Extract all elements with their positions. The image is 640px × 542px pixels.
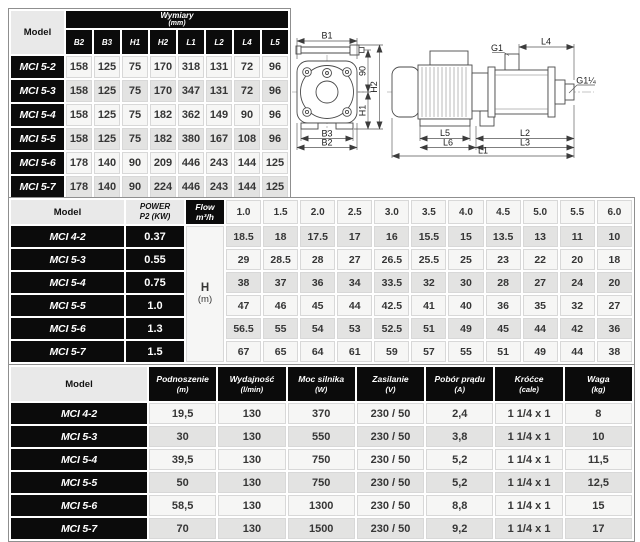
head-value-cell: 49 bbox=[447, 317, 484, 340]
flow-column-header-5.5: 5.5 bbox=[559, 199, 596, 225]
head-value-cell: 41 bbox=[410, 294, 447, 317]
power-value-cell: 0.75 bbox=[125, 271, 185, 294]
head-value-cell: 32 bbox=[410, 271, 447, 294]
model-cell: MCI 5-6 bbox=[10, 494, 148, 517]
spec-column-label: Podnoszenie bbox=[156, 373, 209, 384]
dimension-value-cell: 96 bbox=[261, 79, 289, 103]
pump-technical-drawing bbox=[292, 10, 640, 196]
head-value-cell: 27 bbox=[596, 294, 633, 317]
spec-value-cell: 8,8 bbox=[425, 494, 494, 517]
dims-row bbox=[10, 151, 289, 175]
flow-column-header-1.5: 1.5 bbox=[262, 199, 299, 225]
flow-column-header-4.5: 4.5 bbox=[485, 199, 522, 225]
dimension-value-cell: 131 bbox=[205, 55, 233, 79]
head-value-cell: 51 bbox=[485, 340, 522, 363]
column-header-wydajność bbox=[217, 366, 286, 402]
flow-header-row bbox=[10, 199, 633, 225]
head-value-cell: 36 bbox=[596, 317, 633, 340]
spec-value-cell: 1 1/4 x 1 bbox=[494, 494, 563, 517]
dimension-value-cell: 75 bbox=[121, 103, 149, 127]
spec-value-cell: 10 bbox=[564, 425, 633, 448]
column-header-h2: H2 bbox=[149, 29, 177, 55]
spec-value-cell: 30 bbox=[148, 425, 217, 448]
head-value-cell: 44 bbox=[522, 317, 559, 340]
model-cell: MCI 5-3 bbox=[10, 425, 148, 448]
flow-row bbox=[10, 271, 633, 294]
head-value-cell: 44 bbox=[559, 340, 596, 363]
specs-header-row bbox=[10, 366, 633, 402]
flow-column-header-3.0: 3.0 bbox=[373, 199, 410, 225]
pump-drawing-wrap bbox=[292, 10, 640, 196]
spec-value-cell: 12,5 bbox=[564, 471, 633, 494]
wymiary-group-header bbox=[65, 10, 289, 29]
head-value-cell: 65 bbox=[262, 340, 299, 363]
head-value-cell: 54 bbox=[299, 317, 336, 340]
dim-label-l6: L6 bbox=[442, 137, 454, 148]
head-value-cell: 15.5 bbox=[410, 225, 447, 248]
head-unit: (m) bbox=[197, 294, 213, 306]
spec-value-cell: 1300 bbox=[287, 494, 356, 517]
spec-column-label: Pobór prądu bbox=[434, 373, 486, 384]
flow-column-header-6.0: 6.0 bbox=[596, 199, 633, 225]
dimension-value-cell: 96 bbox=[261, 127, 289, 151]
spec-value-cell: 5,2 bbox=[425, 471, 494, 494]
spec-value-cell: 50 bbox=[148, 471, 217, 494]
head-value-cell: 64 bbox=[299, 340, 336, 363]
dimension-value-cell: 182 bbox=[149, 127, 177, 151]
dim-label-h1: H1 bbox=[357, 104, 368, 117]
power-header-label: POWER bbox=[139, 202, 171, 212]
head-value-cell: 18 bbox=[262, 225, 299, 248]
model-cell: MCI 4-2 bbox=[10, 402, 148, 425]
spec-value-cell: 17 bbox=[564, 517, 633, 540]
head-value-cell: 40 bbox=[447, 294, 484, 317]
head-value-cell: 42.5 bbox=[373, 294, 410, 317]
head-value-cell: 67 bbox=[225, 340, 262, 363]
flow-row bbox=[10, 317, 633, 340]
spec-value-cell: 130 bbox=[217, 402, 286, 425]
model-cell: MCI 5-4 bbox=[10, 448, 148, 471]
dimension-value-cell: 209 bbox=[149, 151, 177, 175]
flow-column-header-2.0: 2.0 bbox=[299, 199, 336, 225]
spec-value-cell: 130 bbox=[217, 471, 286, 494]
head-value-cell: 25 bbox=[447, 248, 484, 271]
model-column-header: Model bbox=[10, 199, 125, 225]
dimension-value-cell: 158 bbox=[65, 79, 93, 103]
spec-value-cell: 750 bbox=[287, 471, 356, 494]
model-cell: MCI 5-3 bbox=[10, 248, 125, 271]
head-value-cell: 27 bbox=[522, 271, 559, 294]
spec-value-cell: 1 1/4 x 1 bbox=[494, 517, 563, 540]
head-value-cell: 52.5 bbox=[373, 317, 410, 340]
head-value-cell: 30 bbox=[447, 271, 484, 294]
column-header-pobór-prądu bbox=[425, 366, 494, 402]
model-cell: MCI 5-5 bbox=[10, 127, 65, 151]
spec-column-label: Wydajność bbox=[229, 373, 275, 384]
head-value-cell: 28.5 bbox=[262, 248, 299, 271]
flow-row bbox=[10, 248, 633, 271]
dimension-value-cell: 149 bbox=[205, 103, 233, 127]
dim-label-b3: B3 bbox=[321, 128, 333, 139]
spec-value-cell: 130 bbox=[217, 448, 286, 471]
head-label: H bbox=[200, 282, 210, 295]
column-header-l1: L1 bbox=[177, 29, 205, 55]
head-unit-cell bbox=[185, 225, 225, 363]
spec-column-label: Waga bbox=[587, 373, 610, 384]
column-header-króćce bbox=[494, 366, 563, 402]
spec-value-cell: 230 / 50 bbox=[356, 517, 425, 540]
head-value-cell: 57 bbox=[410, 340, 447, 363]
column-header-h1: H1 bbox=[121, 29, 149, 55]
head-value-cell: 35 bbox=[522, 294, 559, 317]
dimension-value-cell: 167 bbox=[205, 127, 233, 151]
flow-column-header-4.0: 4.0 bbox=[447, 199, 484, 225]
spec-column-unit: (V) bbox=[385, 384, 396, 394]
spec-value-cell: 1 1/4 x 1 bbox=[494, 402, 563, 425]
spec-value-cell: 58,5 bbox=[148, 494, 217, 517]
dimension-value-cell: 90 bbox=[233, 103, 261, 127]
head-value-cell: 26.5 bbox=[373, 248, 410, 271]
flow-column-header-2.5: 2.5 bbox=[336, 199, 373, 225]
dim-label-h2: H2 bbox=[369, 81, 379, 93]
group-header-unit: (mm) bbox=[168, 20, 186, 28]
dimension-value-cell: 125 bbox=[93, 55, 121, 79]
head-value-cell: 20 bbox=[559, 248, 596, 271]
head-value-cell: 38 bbox=[225, 271, 262, 294]
model-cell: MCI 5-6 bbox=[10, 151, 65, 175]
specifications-table bbox=[9, 365, 634, 541]
dimension-value-cell: 144 bbox=[233, 175, 261, 199]
dimension-value-cell: 75 bbox=[121, 127, 149, 151]
head-value-cell: 17 bbox=[336, 225, 373, 248]
dimension-value-cell: 170 bbox=[149, 79, 177, 103]
head-value-cell: 53 bbox=[336, 317, 373, 340]
column-header-moc-silnika bbox=[287, 366, 356, 402]
column-header-b2: B2 bbox=[65, 29, 93, 55]
head-value-cell: 47 bbox=[225, 294, 262, 317]
head-value-cell: 28 bbox=[485, 271, 522, 294]
dimension-value-cell: 224 bbox=[149, 175, 177, 199]
specs-row bbox=[10, 517, 633, 540]
dimension-value-cell: 140 bbox=[93, 151, 121, 175]
spec-value-cell: 1500 bbox=[287, 517, 356, 540]
column-header-b3: B3 bbox=[93, 29, 121, 55]
head-value-cell: 51 bbox=[410, 317, 447, 340]
dimension-value-cell: 125 bbox=[93, 79, 121, 103]
head-value-cell: 34 bbox=[336, 271, 373, 294]
spec-value-cell: 70 bbox=[148, 517, 217, 540]
dimension-value-cell: 158 bbox=[65, 127, 93, 151]
spec-column-unit: (m) bbox=[176, 384, 189, 394]
spec-value-cell: 39,5 bbox=[148, 448, 217, 471]
head-value-cell: 17.5 bbox=[299, 225, 336, 248]
dims-row bbox=[10, 103, 289, 127]
dimension-value-cell: 362 bbox=[177, 103, 205, 127]
dimension-value-cell: 90 bbox=[121, 175, 149, 199]
power-value-cell: 0.55 bbox=[125, 248, 185, 271]
model-cell: MCI 5-6 bbox=[10, 317, 125, 340]
dims-row bbox=[10, 127, 289, 151]
spec-value-cell: 19,5 bbox=[148, 402, 217, 425]
dimension-value-cell: 347 bbox=[177, 79, 205, 103]
dimension-value-cell: 446 bbox=[177, 151, 205, 175]
spec-column-unit: (A) bbox=[454, 384, 465, 394]
head-value-cell: 56.5 bbox=[225, 317, 262, 340]
dimensions-table-wrap bbox=[8, 8, 291, 201]
dim-label-l1: L1 bbox=[477, 145, 489, 156]
head-value-cell: 13.5 bbox=[485, 225, 522, 248]
head-value-cell: 45 bbox=[299, 294, 336, 317]
head-value-cell: 15 bbox=[447, 225, 484, 248]
head-value-cell: 23 bbox=[485, 248, 522, 271]
model-column-header: Model bbox=[10, 366, 148, 402]
head-value-cell: 36 bbox=[299, 271, 336, 294]
spec-value-cell: 8 bbox=[564, 402, 633, 425]
spec-value-cell: 1 1/4 x 1 bbox=[494, 425, 563, 448]
dimension-value-cell: 140 bbox=[93, 175, 121, 199]
power-header-unit: P2 (KW) bbox=[139, 212, 171, 221]
spec-value-cell: 230 / 50 bbox=[356, 425, 425, 448]
column-header-l4: L4 bbox=[233, 29, 261, 55]
column-header-l2: L2 bbox=[205, 29, 233, 55]
group-header-label: Wymiary bbox=[160, 11, 194, 20]
spec-column-label: Króćce bbox=[514, 373, 544, 384]
spec-value-cell: 9,2 bbox=[425, 517, 494, 540]
specs-row bbox=[10, 402, 633, 425]
specs-row bbox=[10, 471, 633, 494]
spec-value-cell: 2,4 bbox=[425, 402, 494, 425]
dimension-value-cell: 178 bbox=[65, 151, 93, 175]
power-value-cell: 1.3 bbox=[125, 317, 185, 340]
model-cell: MCI 5-7 bbox=[10, 517, 148, 540]
spec-value-cell: 11,5 bbox=[564, 448, 633, 471]
head-value-cell: 11 bbox=[559, 225, 596, 248]
spec-column-label: Moc silnika bbox=[298, 373, 345, 384]
dimension-value-cell: 96 bbox=[261, 103, 289, 127]
spec-value-cell: 1 1/4 x 1 bbox=[494, 448, 563, 471]
flow-column-header-5.0: 5.0 bbox=[522, 199, 559, 225]
dimension-value-cell: 170 bbox=[149, 55, 177, 79]
head-value-cell: 13 bbox=[522, 225, 559, 248]
head-value-cell: 55 bbox=[262, 317, 299, 340]
power-value-cell: 1.5 bbox=[125, 340, 185, 363]
head-value-cell: 33.5 bbox=[373, 271, 410, 294]
head-value-cell: 45 bbox=[485, 317, 522, 340]
head-value-cell: 59 bbox=[373, 340, 410, 363]
power-value-cell: 1.0 bbox=[125, 294, 185, 317]
dimension-value-cell: 125 bbox=[261, 175, 289, 199]
spec-value-cell: 1 1/4 x 1 bbox=[494, 471, 563, 494]
spec-value-cell: 230 / 50 bbox=[356, 448, 425, 471]
dim-label-g1: G1 bbox=[490, 43, 503, 53]
dimension-value-cell: 318 bbox=[177, 55, 205, 79]
spec-column-label: Zasilanie bbox=[372, 373, 409, 384]
dimension-value-cell: 75 bbox=[121, 55, 149, 79]
flow-row bbox=[10, 340, 633, 363]
head-value-cell: 27 bbox=[336, 248, 373, 271]
dimension-value-cell: 158 bbox=[65, 55, 93, 79]
spec-value-cell: 550 bbox=[287, 425, 356, 448]
spec-column-unit: (kg) bbox=[591, 384, 606, 394]
column-header-zasilanie bbox=[356, 366, 425, 402]
specs-table-wrap bbox=[8, 364, 635, 542]
spec-value-cell: 230 / 50 bbox=[356, 402, 425, 425]
dimension-value-cell: 125 bbox=[261, 151, 289, 175]
head-value-cell: 55 bbox=[447, 340, 484, 363]
dim-label-90: 90 bbox=[357, 65, 368, 77]
spec-value-cell: 130 bbox=[217, 517, 286, 540]
dim-label-b1: B1 bbox=[321, 30, 333, 41]
flow-table-wrap bbox=[8, 197, 635, 365]
dim-label-l4: L4 bbox=[540, 36, 552, 47]
dimension-value-cell: 158 bbox=[65, 103, 93, 127]
model-cell: MCI 5-4 bbox=[10, 271, 125, 294]
model-cell: MCI 4-2 bbox=[10, 225, 125, 248]
head-value-cell: 24 bbox=[559, 271, 596, 294]
power-value-cell: 0.37 bbox=[125, 225, 185, 248]
head-value-cell: 46 bbox=[262, 294, 299, 317]
head-value-cell: 32 bbox=[559, 294, 596, 317]
dimension-value-cell: 96 bbox=[261, 55, 289, 79]
dimension-value-cell: 75 bbox=[121, 79, 149, 103]
model-cell: MCI 5-2 bbox=[10, 55, 65, 79]
head-value-cell: 36 bbox=[485, 294, 522, 317]
head-value-cell: 37 bbox=[262, 271, 299, 294]
model-cell: MCI 5-5 bbox=[10, 471, 148, 494]
dims-row bbox=[10, 55, 289, 79]
dimension-value-cell: 131 bbox=[205, 79, 233, 103]
pump-side-view bbox=[392, 51, 574, 126]
dims-header-row bbox=[10, 10, 289, 29]
spec-value-cell: 750 bbox=[287, 448, 356, 471]
head-value-cell: 10 bbox=[596, 225, 633, 248]
dimension-value-cell: 243 bbox=[205, 151, 233, 175]
column-header-waga bbox=[564, 366, 633, 402]
model-cell: MCI 5-5 bbox=[10, 294, 125, 317]
dimension-value-cell: 243 bbox=[205, 175, 233, 199]
dims-row bbox=[10, 175, 289, 199]
spec-value-cell: 15 bbox=[564, 494, 633, 517]
dimension-value-cell: 380 bbox=[177, 127, 205, 151]
dims-row bbox=[10, 79, 289, 103]
model-cell: MCI 5-7 bbox=[10, 340, 125, 363]
head-value-cell: 22 bbox=[522, 248, 559, 271]
dimension-value-cell: 108 bbox=[233, 127, 261, 151]
head-value-cell: 18 bbox=[596, 248, 633, 271]
model-column-header: Model bbox=[10, 10, 65, 55]
head-value-cell: 20 bbox=[596, 271, 633, 294]
dim-label-b2: B2 bbox=[321, 137, 333, 148]
specs-row bbox=[10, 448, 633, 471]
column-header-podnoszenie bbox=[148, 366, 217, 402]
spec-value-cell: 230 / 50 bbox=[356, 494, 425, 517]
flow-row bbox=[10, 225, 633, 248]
spec-value-cell: 230 / 50 bbox=[356, 471, 425, 494]
dim-label-g1-quarter: G1¼ bbox=[576, 75, 596, 86]
head-value-cell: 42 bbox=[559, 317, 596, 340]
spec-column-unit: (l/min) bbox=[240, 384, 264, 394]
head-value-cell: 61 bbox=[336, 340, 373, 363]
spec-value-cell: 370 bbox=[287, 402, 356, 425]
dimension-value-cell: 125 bbox=[93, 127, 121, 151]
dimension-value-cell: 144 bbox=[233, 151, 261, 175]
spec-value-cell: 5,2 bbox=[425, 448, 494, 471]
model-cell: MCI 5-7 bbox=[10, 175, 65, 199]
flow-row bbox=[10, 294, 633, 317]
spec-column-unit: (cale) bbox=[519, 384, 539, 394]
dimension-value-cell: 182 bbox=[149, 103, 177, 127]
flow-column-header: Flow m³/h bbox=[185, 199, 225, 225]
spec-value-cell: 130 bbox=[217, 494, 286, 517]
spec-value-cell: 130 bbox=[217, 425, 286, 448]
specs-row bbox=[10, 425, 633, 448]
dimension-value-cell: 72 bbox=[233, 79, 261, 103]
model-cell: MCI 5-4 bbox=[10, 103, 65, 127]
dim-label-l2: L2 bbox=[519, 128, 531, 138]
dim-label-l5: L5 bbox=[439, 128, 451, 138]
pump-front-view bbox=[296, 45, 364, 129]
flow-column-header-1.0: 1.0 bbox=[225, 199, 262, 225]
specs-row bbox=[10, 494, 633, 517]
spec-value-cell: 3,8 bbox=[425, 425, 494, 448]
dimension-value-cell: 90 bbox=[121, 151, 149, 175]
head-value-cell: 29 bbox=[225, 248, 262, 271]
head-value-cell: 49 bbox=[522, 340, 559, 363]
column-header-l5: L5 bbox=[261, 29, 289, 55]
flow-column-header-3.5: 3.5 bbox=[410, 199, 447, 225]
dim-label-l3: L3 bbox=[519, 137, 531, 148]
dimension-value-cell: 178 bbox=[65, 175, 93, 199]
spec-column-unit: (W) bbox=[315, 384, 328, 394]
head-value-cell: 16 bbox=[373, 225, 410, 248]
head-value-cell: 28 bbox=[299, 248, 336, 271]
flow-head-table bbox=[9, 198, 634, 364]
dimensions-table bbox=[9, 9, 290, 200]
dimension-value-cell: 446 bbox=[177, 175, 205, 199]
head-value-cell: 44 bbox=[336, 294, 373, 317]
dimension-value-cell: 125 bbox=[93, 103, 121, 127]
head-value-cell: 18.5 bbox=[225, 225, 262, 248]
head-value-cell: 38 bbox=[596, 340, 633, 363]
dimension-value-cell: 72 bbox=[233, 55, 261, 79]
model-cell: MCI 5-3 bbox=[10, 79, 65, 103]
power-column-header bbox=[125, 199, 185, 225]
head-value-cell: 25.5 bbox=[410, 248, 447, 271]
